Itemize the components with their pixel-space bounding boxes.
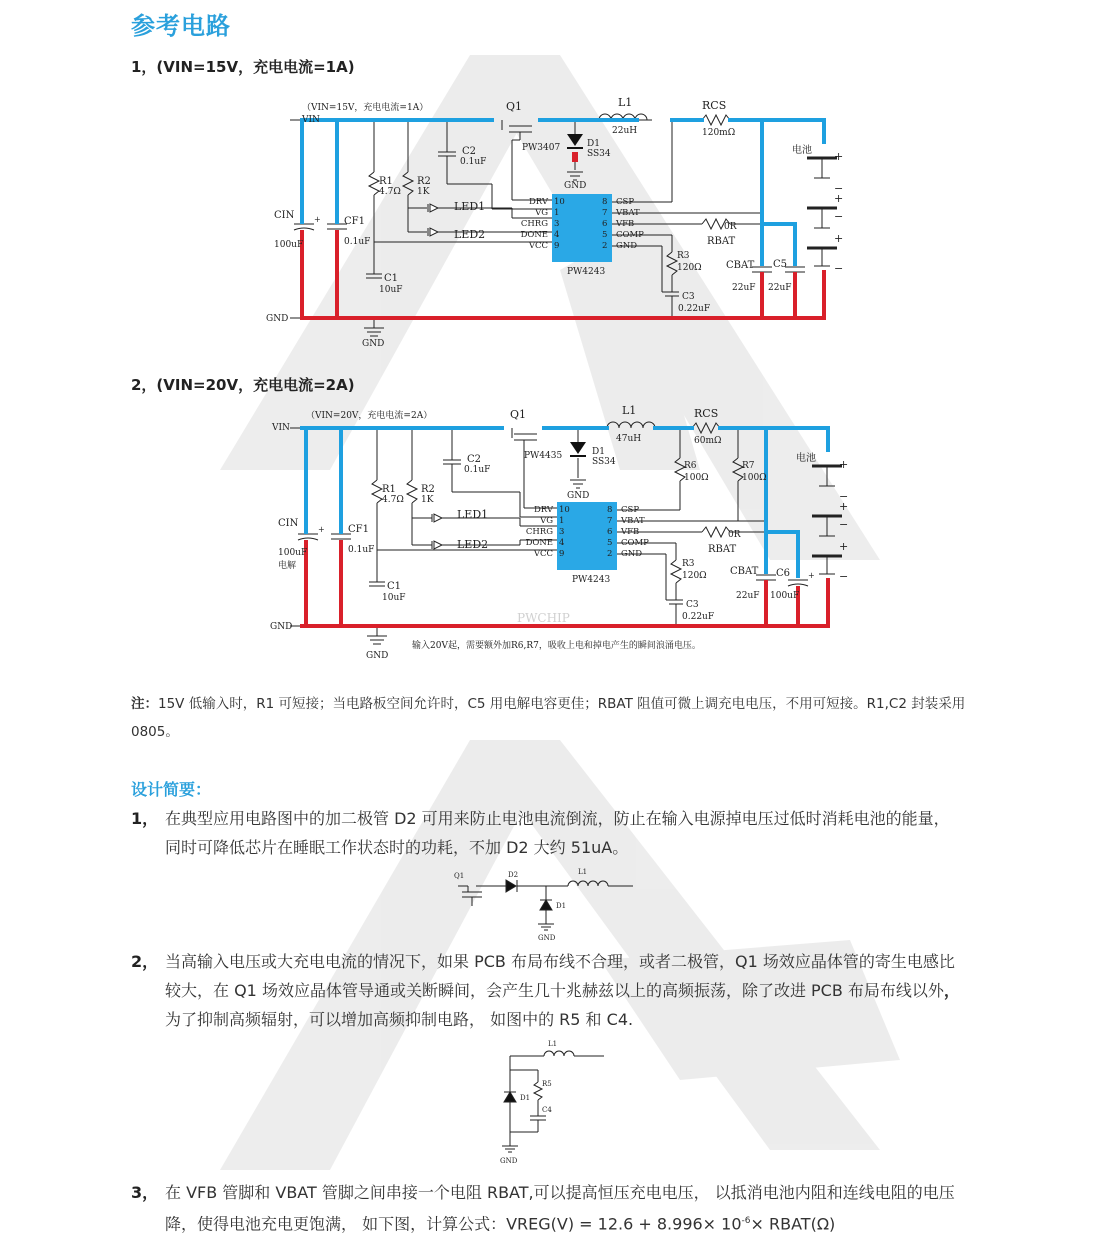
c3-value: 0.22uF [678, 304, 711, 314]
pin-vcc: VCC [533, 549, 553, 559]
pin-num-6: 6 [602, 219, 608, 229]
svg-text:+: + [834, 232, 844, 245]
cin-value-2: 100uF [278, 548, 308, 558]
figure-d2 [448, 866, 638, 942]
c1-value-2: 10uF [382, 593, 406, 603]
c1-value: 10uF [379, 285, 403, 295]
pin-vbat: VBAT [621, 516, 645, 526]
pin-vfb: VFB [621, 527, 640, 537]
gnd-symbol-label-2: GND [366, 651, 389, 661]
pin-num-6: 6 [607, 527, 613, 537]
item-text: 在典型应用电路图中的加二极管 D2 可用来防止电池电流倒流，防止在输入电源掉电压过低时消耗电池的能量，同时可降低芯片在睡眠工作状态时的功耗，不加 D2 大约 51uA。 [165, 809, 950, 857]
item-number: 2， [131, 952, 159, 971]
schematic-2 [262, 400, 862, 662]
d1-label-2: D1 [592, 447, 605, 457]
d1-gnd-label-2: GND [567, 491, 590, 501]
pin-csp: CSP [621, 505, 640, 515]
pin-chrg: CHRG [525, 527, 553, 537]
pin-num-1: 1 [559, 516, 565, 526]
item-text-bold: ， [943, 981, 960, 1000]
pin-num-7: 7 [602, 208, 608, 218]
svg-text:+: + [808, 571, 815, 580]
q1-part: PW3407 [522, 143, 561, 153]
pin-num-10: 10 [559, 505, 570, 515]
cbat-label: CBAT [726, 260, 755, 271]
q1-label: Q1 [506, 100, 523, 113]
item-tail: × RBAT(Ω) [750, 1214, 836, 1234]
svg-text:+: + [839, 500, 849, 513]
fig1-q1: Q1 [454, 872, 465, 880]
q1-label-2: Q1 [510, 408, 527, 421]
design-title: 设计简要： [131, 780, 212, 799]
pin-comp: COMP [616, 230, 644, 240]
pin-vcc: VCC [528, 241, 548, 251]
fig2-gnd: GND [500, 1157, 518, 1165]
svg-text:+: + [839, 540, 849, 553]
led1-label-2: LED1 [457, 508, 489, 521]
item-text-a: 当高输入电压或大充电电流的情况下，如果 PCB 布局布线不合理，或者二极管，Q1 场效应晶体管的寄生电感比较大，在 Q1 场效应晶体管导通或关断瞬间，会产生几十兆赫兹以上的高频振荡，除了改进 PCB 布局布线以外 [165, 952, 955, 1000]
pin-num-5: 5 [607, 538, 613, 548]
cf1-value: 0.1uF [344, 237, 371, 247]
pin-vg: VG [540, 516, 553, 526]
c2-value-2: 0.1uF [464, 465, 491, 475]
c3-label-2: C3 [686, 600, 699, 610]
r2-label: R2 [417, 176, 431, 187]
pin-num-4: 4 [559, 538, 565, 548]
r6-label: R6 [684, 461, 697, 471]
pin-done: DONE [525, 538, 553, 548]
pin-done: DONE [520, 230, 548, 240]
pin-comp: COMP [621, 538, 649, 548]
r3-label: R3 [677, 251, 690, 261]
led1-label: LED1 [454, 200, 486, 213]
fig2-d1: D1 [520, 1094, 531, 1102]
pin-gnd: GND [616, 241, 638, 251]
fig1-d2: D2 [508, 871, 519, 879]
item-text-b: 为了抑制高频辐射，可以增加高频抑制电路， 如图中的 R5 和 C4. [165, 1010, 634, 1029]
led2-label: LED2 [454, 228, 486, 241]
pin-num-8: 8 [602, 197, 608, 207]
d1-part: SS34 [587, 149, 611, 159]
fig2-l1: L1 [548, 1040, 558, 1048]
chip-label: PW4243 [567, 267, 606, 277]
item-text: 在 VFB 管脚和 VBAT 管脚之间串接一个电阻 RBAT,可以提高恒压充电电压， 以抵消电池内阻和连线电阻的电压降，使得电池充电更饱满， 如下图，计算公式：VREG(V) = 12.6 + 8.996× 10 [165, 1183, 955, 1234]
rcs-label: RCS [702, 99, 727, 112]
gnd-label: GND [266, 314, 289, 324]
r1-value: 4.7Ω [379, 187, 401, 197]
svg-text:−: − [834, 210, 844, 223]
svg-text:+: + [834, 150, 844, 163]
pin-vfb: VFB [616, 219, 635, 229]
r3-value: 120Ω [677, 263, 702, 273]
c3-label: C3 [682, 292, 695, 302]
gnd-label-2: GND [270, 622, 293, 632]
item-sup: -6 [741, 1216, 751, 1226]
gnd-symbol-label: GND [362, 339, 385, 349]
rbat-label-2: RBAT [708, 544, 737, 555]
cbat-value: 22uF [732, 283, 756, 293]
circuit-caption: （VIN=15V，充电电流=1A） [302, 103, 429, 113]
cin-value: 100uF [274, 240, 304, 250]
r6-value: 100Ω [684, 473, 709, 483]
circuit2-title: 2，(VIN=20V，充电电流=2A) [131, 376, 355, 394]
c5-label: C5 [773, 259, 788, 270]
svg-text:−: − [839, 518, 849, 531]
r3-label-2: R3 [682, 559, 695, 569]
svg-text:+: + [318, 525, 325, 534]
pwchip-watermark: PWCHIP [517, 611, 570, 625]
svg-text:−: − [839, 490, 849, 503]
pin-chrg: CHRG [520, 219, 548, 229]
led2-label-2: LED2 [457, 538, 489, 551]
l1-value: 22uH [612, 126, 638, 136]
pin-num-9: 9 [559, 549, 565, 559]
pin-num-7: 7 [607, 516, 613, 526]
pin-num-3: 3 [554, 219, 560, 229]
pin-num-1: 1 [554, 208, 560, 218]
r2-value: 1K [417, 187, 430, 197]
rbat-value-2: 0R [728, 530, 741, 540]
fig1-l1: L1 [578, 868, 588, 876]
cf1-label: CF1 [344, 216, 365, 227]
r1-label-2: R1 [382, 484, 396, 495]
pin-drv: DRV [533, 505, 553, 515]
svg-text:−: − [834, 262, 844, 275]
circuit2-footnote: 输入20V起，需要额外加R6,R7，吸收上电和掉电产生的瞬间浪涌电压。 [412, 641, 701, 651]
pin-csp: CSP [616, 197, 635, 207]
pin-vbat: VBAT [616, 208, 640, 218]
svg-text:−: − [834, 182, 844, 195]
r2-value-2: 1K [421, 495, 434, 505]
pin-num-10: 10 [554, 197, 565, 207]
vin-label-2: VIN [272, 423, 290, 433]
cf1-value-2: 0.1uF [348, 545, 375, 555]
battery-label-2: 电池 [796, 453, 816, 464]
c2-label: C2 [462, 146, 477, 157]
note-text: 15V 低输入时，R1 可短接；当电路板空间允许时，C5 用电解电容更佳；RBAT 阻值可微上调充电电压，不用可短接。R1,C2 封装采用 0805。 [131, 696, 966, 740]
cin-label: CIN [274, 210, 295, 221]
item-number: 3， [131, 1183, 159, 1202]
schematic-1 [262, 92, 842, 354]
r2-label-2: R2 [421, 484, 435, 495]
fig2-r5: R5 [542, 1080, 552, 1088]
pin-num-5: 5 [602, 230, 608, 240]
c6-value: 100uF [770, 591, 800, 601]
l1-label: L1 [618, 96, 633, 109]
l1-value-2: 47uH [616, 434, 642, 444]
c5-value: 22uF [768, 283, 792, 293]
q1-part-2: PW4435 [524, 451, 563, 461]
rbat-value: 0R [724, 222, 737, 232]
cf1-label-2: CF1 [348, 524, 369, 535]
c6-label: C6 [776, 568, 791, 579]
circuit1-title: 1，(VIN=15V，充电电流=1A) [131, 58, 355, 76]
figure-r5-c4 [494, 1036, 612, 1166]
rbat-label: RBAT [707, 236, 736, 247]
item-number: 1， [131, 809, 159, 828]
fig1-d1: D1 [556, 902, 567, 910]
fig2-c4: C4 [542, 1106, 552, 1114]
pin-num-2: 2 [607, 549, 613, 559]
vin-label: VIN [302, 115, 320, 125]
pin-vg: VG [535, 208, 548, 218]
rcs-label-2: RCS [694, 407, 719, 420]
c1-label-2: C1 [387, 581, 402, 592]
svg-text:+: + [839, 458, 849, 471]
r7-value: 100Ω [742, 473, 767, 483]
pin-num-2: 2 [602, 241, 608, 251]
r1-value-2: 4.7Ω [382, 495, 404, 505]
cin-note: 电解 [278, 561, 297, 571]
d1-part-2: SS34 [592, 457, 616, 467]
r3-value-2: 120Ω [682, 571, 707, 581]
c3-value-2: 0.22uF [682, 612, 715, 622]
svg-text:+: + [834, 192, 844, 205]
svg-text:−: − [839, 570, 849, 583]
pin-num-9: 9 [554, 241, 560, 251]
note-paragraph [131, 690, 971, 746]
rcs-value: 120mΩ [702, 128, 736, 138]
r1-label: R1 [379, 176, 393, 187]
cin-label-2: CIN [278, 518, 299, 529]
chip-label-2: PW4243 [572, 575, 611, 585]
d1-gnd-label: GND [564, 181, 587, 191]
circuit-caption-2: （VIN=20V，充电电流=2A） [306, 411, 433, 421]
pin-drv: DRV [528, 197, 548, 207]
fig1-gnd: GND [538, 934, 556, 942]
rcs-value-2: 60mΩ [694, 436, 722, 446]
c2-label-2: C2 [467, 454, 482, 465]
cbat-label-2: CBAT [730, 566, 759, 577]
pin-num-3: 3 [559, 527, 565, 537]
note-label: 注： [131, 696, 158, 712]
svg-text:+: + [314, 215, 321, 224]
d1-label: D1 [587, 139, 600, 149]
pin-num-4: 4 [554, 230, 560, 240]
c2-value: 0.1uF [460, 157, 487, 167]
page-title: 参考电路 [131, 12, 231, 40]
r7-label: R7 [742, 461, 755, 471]
cbat-value-2: 22uF [736, 591, 760, 601]
battery-label: 电池 [792, 145, 812, 156]
c1-label: C1 [384, 273, 399, 284]
pin-num-8: 8 [607, 505, 613, 515]
l1-label-2: L1 [622, 404, 637, 417]
pin-gnd: GND [621, 549, 643, 559]
